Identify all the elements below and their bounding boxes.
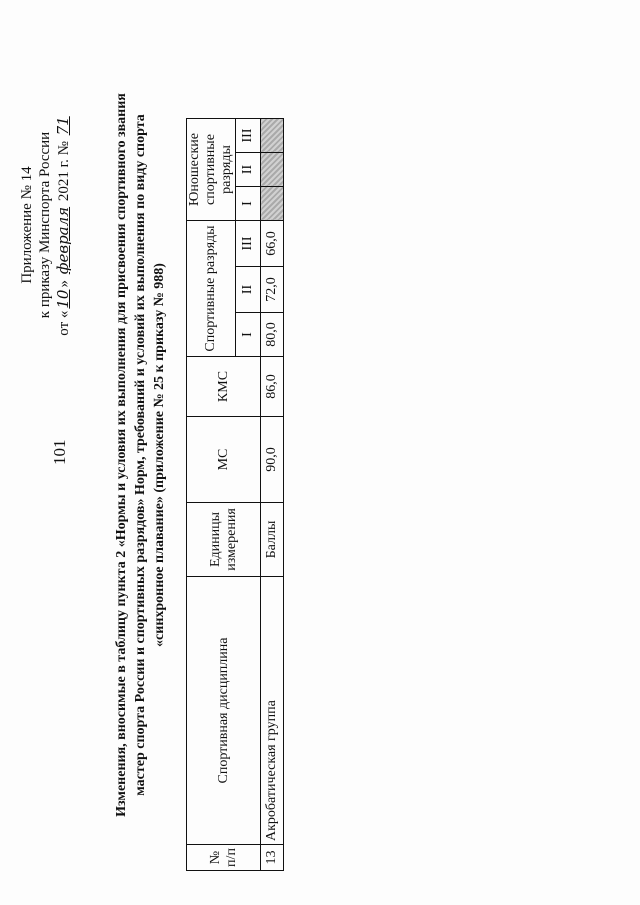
header-discipline: Спортивная дисциплина — [187, 577, 261, 845]
cell-youth-1-shaded — [261, 187, 284, 221]
heading-line-3: «синхронное плавание» (приложение № 25 к приказу № 988) — [152, 263, 167, 647]
date-year: 2021 г. № — [56, 141, 72, 202]
appendix-block — [18, 85, 73, 365]
cell-num: 13 — [261, 845, 284, 871]
cell-rank-3: 66,0 — [261, 221, 284, 267]
appendix-title: Приложение № 14 — [19, 166, 35, 284]
date-month: февраля — [54, 206, 72, 275]
cell-rank-1: 80,0 — [261, 313, 284, 357]
header-num: № п/п — [187, 845, 261, 871]
cell-units: Баллы — [261, 503, 284, 577]
appendix-order: к приказу Минспорта России — [37, 131, 53, 319]
document-heading — [112, 45, 169, 865]
header-ms: МС — [187, 417, 261, 503]
heading-line-2: мастер спорта России и спортивных разрядов» Норм, требований и условий их выполнения по виду спорта — [133, 114, 148, 796]
header-rank-1: I — [236, 313, 261, 357]
heading-line-1: Изменения, вносимые в таблицу пункта 2 «Нормы и условия их выполнения для присвоения спортивного звания — [114, 93, 129, 817]
header-rank-3: III — [236, 221, 261, 267]
table-row — [261, 119, 284, 871]
cell-discipline: Акробатическая группа — [261, 577, 284, 845]
header-youth-1: I — [236, 187, 261, 221]
cell-kms: 86,0 — [261, 357, 284, 417]
header-youth-3: III — [236, 119, 261, 153]
date-day: 10 — [54, 289, 72, 309]
date-mid: » — [56, 280, 72, 288]
cell-youth-2-shaded — [261, 153, 284, 187]
cell-youth-3-shaded — [261, 119, 284, 153]
header-youth-ranks: Юношеские спортивные разряды — [187, 119, 236, 221]
table-header-row — [187, 119, 236, 871]
norms-table — [186, 118, 284, 871]
date-prefix: от « — [56, 310, 72, 336]
page-number: 101 — [50, 439, 69, 465]
header-youth-2: II — [236, 153, 261, 187]
header-rank-2: II — [236, 267, 261, 313]
order-number: 71 — [54, 116, 72, 136]
appendix-date — [54, 85, 73, 365]
cell-ms: 90,0 — [261, 417, 284, 503]
cell-rank-2: 72,0 — [261, 267, 284, 313]
header-units: Единицы измерения — [187, 503, 261, 577]
header-kms: КМС — [187, 357, 261, 417]
header-sport-ranks: Спортивные разряды — [187, 221, 236, 357]
